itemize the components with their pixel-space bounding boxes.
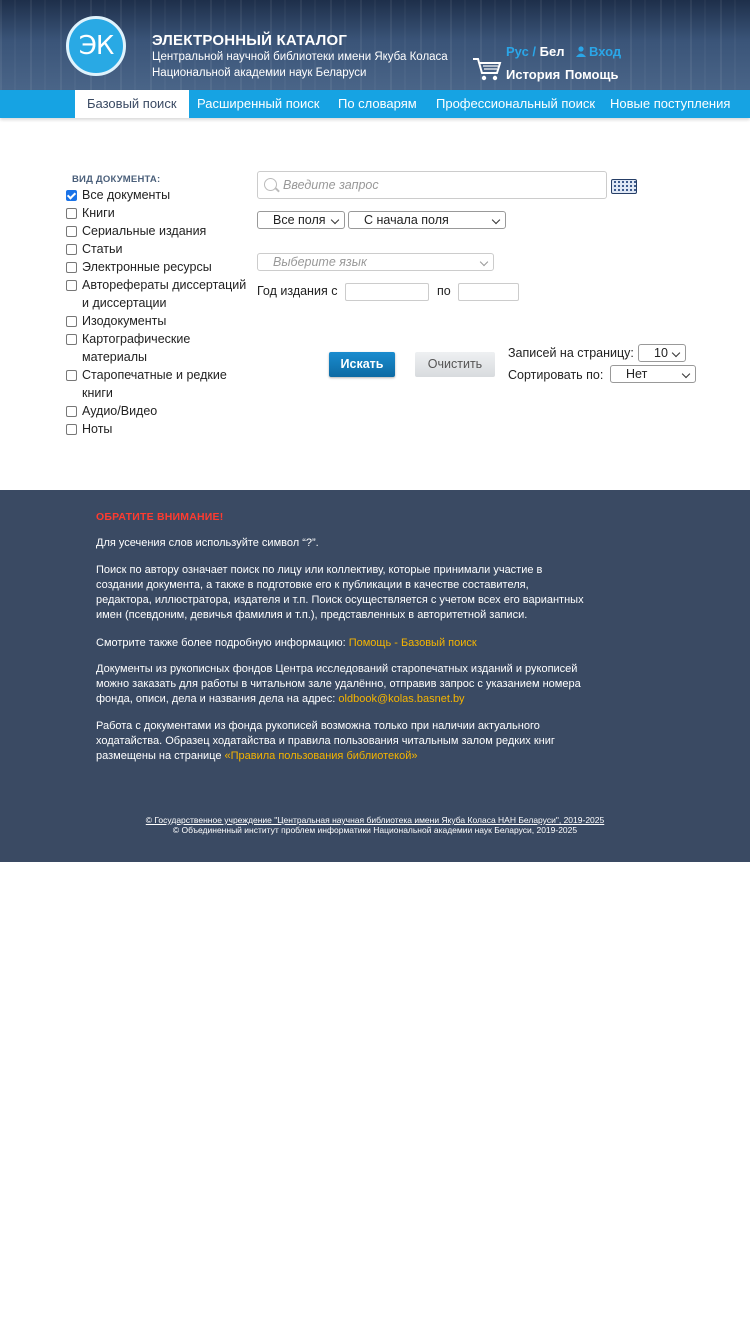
label-rare-books-2: книги <box>82 386 113 400</box>
per-page-label: Записей на страницу: <box>508 346 634 360</box>
login-label: Вход <box>589 44 622 59</box>
language-select-value: Выберите язык <box>273 255 367 269</box>
copyright-library-link[interactable]: © Государственное учреждение "Центральная научная библиотека имени Якуба Коласа НАН Беларуси", 2019-2025 <box>145 815 605 825</box>
label-articles: Статьи <box>82 242 123 256</box>
site-title-block <box>152 32 448 81</box>
truncation-note: Для усечения слов используйте символ “?”. <box>96 537 319 549</box>
search-icon <box>264 178 277 191</box>
chevron-down-icon <box>492 216 500 224</box>
manuscript-note <box>96 662 586 707</box>
language-select[interactable] <box>257 253 494 271</box>
chevron-down-icon <box>682 370 690 378</box>
label-cartographic-2: материалы <box>82 350 147 364</box>
tab-basic-search[interactable]: Базовый поиск <box>75 90 189 118</box>
checkbox-cartographic[interactable] <box>66 334 77 345</box>
label-audio-video: Аудио/Видео <box>82 404 158 418</box>
sort-value: Нет <box>626 367 648 381</box>
help-note <box>96 636 596 651</box>
chevron-down-icon <box>331 216 339 224</box>
label-all-documents: Все документы <box>82 188 171 202</box>
checkbox-all-documents[interactable] <box>66 190 77 201</box>
site-subtitle-2: Национальной академии наук Беларуси <box>152 67 367 79</box>
basic-search-help-link[interactable]: Помощь - Базовый поиск <box>348 637 477 649</box>
copyright-institute: © Объединенный институт проблем информатики Национальной академии наук Беларуси, 2019-2025 <box>172 825 578 835</box>
site-subtitle-1: Центральной научной библиотеки имени Якуба Коласа <box>152 51 448 63</box>
lang-be-link[interactable]: Бел <box>539 44 565 59</box>
clear-button[interactable]: Очистить <box>415 352 495 377</box>
label-books: Книги <box>82 206 115 220</box>
main-nav <box>0 90 750 118</box>
checkbox-serials[interactable] <box>66 226 77 237</box>
login-link[interactable] <box>576 44 621 59</box>
catalog-logo[interactable] <box>66 16 126 76</box>
year-from-input[interactable] <box>345 283 429 301</box>
checkbox-dissertations[interactable] <box>66 280 77 291</box>
label-rare-books: Старопечатные и редкие <box>82 368 227 382</box>
search-button[interactable]: Искать <box>329 352 395 377</box>
label-dissertations: Авторефераты диссертаций <box>82 278 247 292</box>
help-link[interactable]: Помощь <box>565 67 619 82</box>
position-select[interactable] <box>348 211 506 229</box>
library-rules-link[interactable]: «Правила пользования библиотекой» <box>224 750 418 762</box>
search-placeholder: Введите запрос <box>283 178 379 192</box>
sort-select[interactable] <box>610 365 696 383</box>
petition-note <box>96 719 561 764</box>
checkbox-notes[interactable] <box>66 424 77 435</box>
keyboard-icon[interactable] <box>611 179 637 194</box>
checkbox-rare-books[interactable] <box>66 370 77 381</box>
document-type-title: ВИД ДОКУМЕНТА: <box>72 174 161 185</box>
author-search-note: Поиск по автору означает поиск по лицу или коллективу, которые принимали участие в создании документа, а также в подготовке его к публикации в качестве составителя, редактора, иллюстратора, издателя и т.п. Поиск осуществляется с учетом всех его вариантных имен (псевдоним, девичья фамилия и т.п.), представленных в авторитетной записи. <box>96 564 584 621</box>
checkbox-articles[interactable] <box>66 244 77 255</box>
attention-heading: ОБРАТИТЕ ВНИМАНИЕ! <box>96 511 224 523</box>
per-page-value: 10 <box>654 346 668 360</box>
label-visual-documents: Изодокументы <box>82 314 167 328</box>
checkbox-electronic-resources[interactable] <box>66 262 77 273</box>
sort-label: Сортировать по: <box>508 368 604 382</box>
chevron-down-icon <box>480 258 488 266</box>
oldbook-email-link[interactable]: oldbook@kolas.basnet.by <box>338 693 465 705</box>
info-footer <box>0 490 750 862</box>
logo-text: ЭК <box>78 31 114 61</box>
label-dissertations-2: и диссертации <box>82 296 167 310</box>
checkbox-visual-documents[interactable] <box>66 316 77 327</box>
cart-icon[interactable] <box>472 56 502 82</box>
site-title: ЭЛЕКТРОННЫЙ КАТАЛОГ <box>152 32 348 49</box>
tab-professional-search[interactable]: Профессиональный поиск <box>436 96 596 111</box>
tab-advanced-search[interactable]: Расширенный поиск <box>197 96 320 111</box>
position-select-value: С начала поля <box>364 213 449 227</box>
user-icon <box>576 46 586 57</box>
label-notes: Ноты <box>82 422 113 436</box>
site-header <box>0 0 750 90</box>
manuscript-note-text: Документы из рукописных фондов Центра исследований старопечатных изданий и рукописей можно заказать для работы в читальном зале удалённо, отправив запрос с указанием номера фонда, описи, дела и названия дела на адрес: <box>96 663 581 705</box>
label-electronic-resources: Электронные ресурсы <box>82 260 212 274</box>
history-link[interactable]: История <box>506 67 561 82</box>
tab-new-arrivals[interactable]: Новые поступления <box>610 96 731 111</box>
label-cartographic: Картографические <box>82 332 191 346</box>
tab-dictionaries[interactable]: По словарям <box>338 96 417 111</box>
year-to-input[interactable] <box>458 283 519 301</box>
petition-note-text: Работа с документами из фонда рукописей возможна только при наличии актуального ходатайства. Образец ходатайства и правила пользования читальным залом редких книг размещены на странице <box>96 720 555 762</box>
help-note-text: Смотрите также более подробную информацию: <box>96 637 349 649</box>
checkbox-books[interactable] <box>66 208 77 219</box>
field-select[interactable] <box>257 211 345 229</box>
search-input[interactable] <box>257 171 607 199</box>
label-serials: Сериальные издания <box>82 224 207 238</box>
lang-ru-link[interactable]: Рус <box>506 44 529 59</box>
checkbox-audio-video[interactable] <box>66 406 77 417</box>
language-switch <box>506 44 565 59</box>
year-to-label: по <box>437 284 451 298</box>
field-select-value: Все поля <box>273 213 326 227</box>
per-page-select[interactable] <box>638 344 686 362</box>
year-from-label: Год издания с <box>257 284 338 298</box>
lang-separator: / <box>528 44 540 59</box>
chevron-down-icon <box>672 349 680 357</box>
